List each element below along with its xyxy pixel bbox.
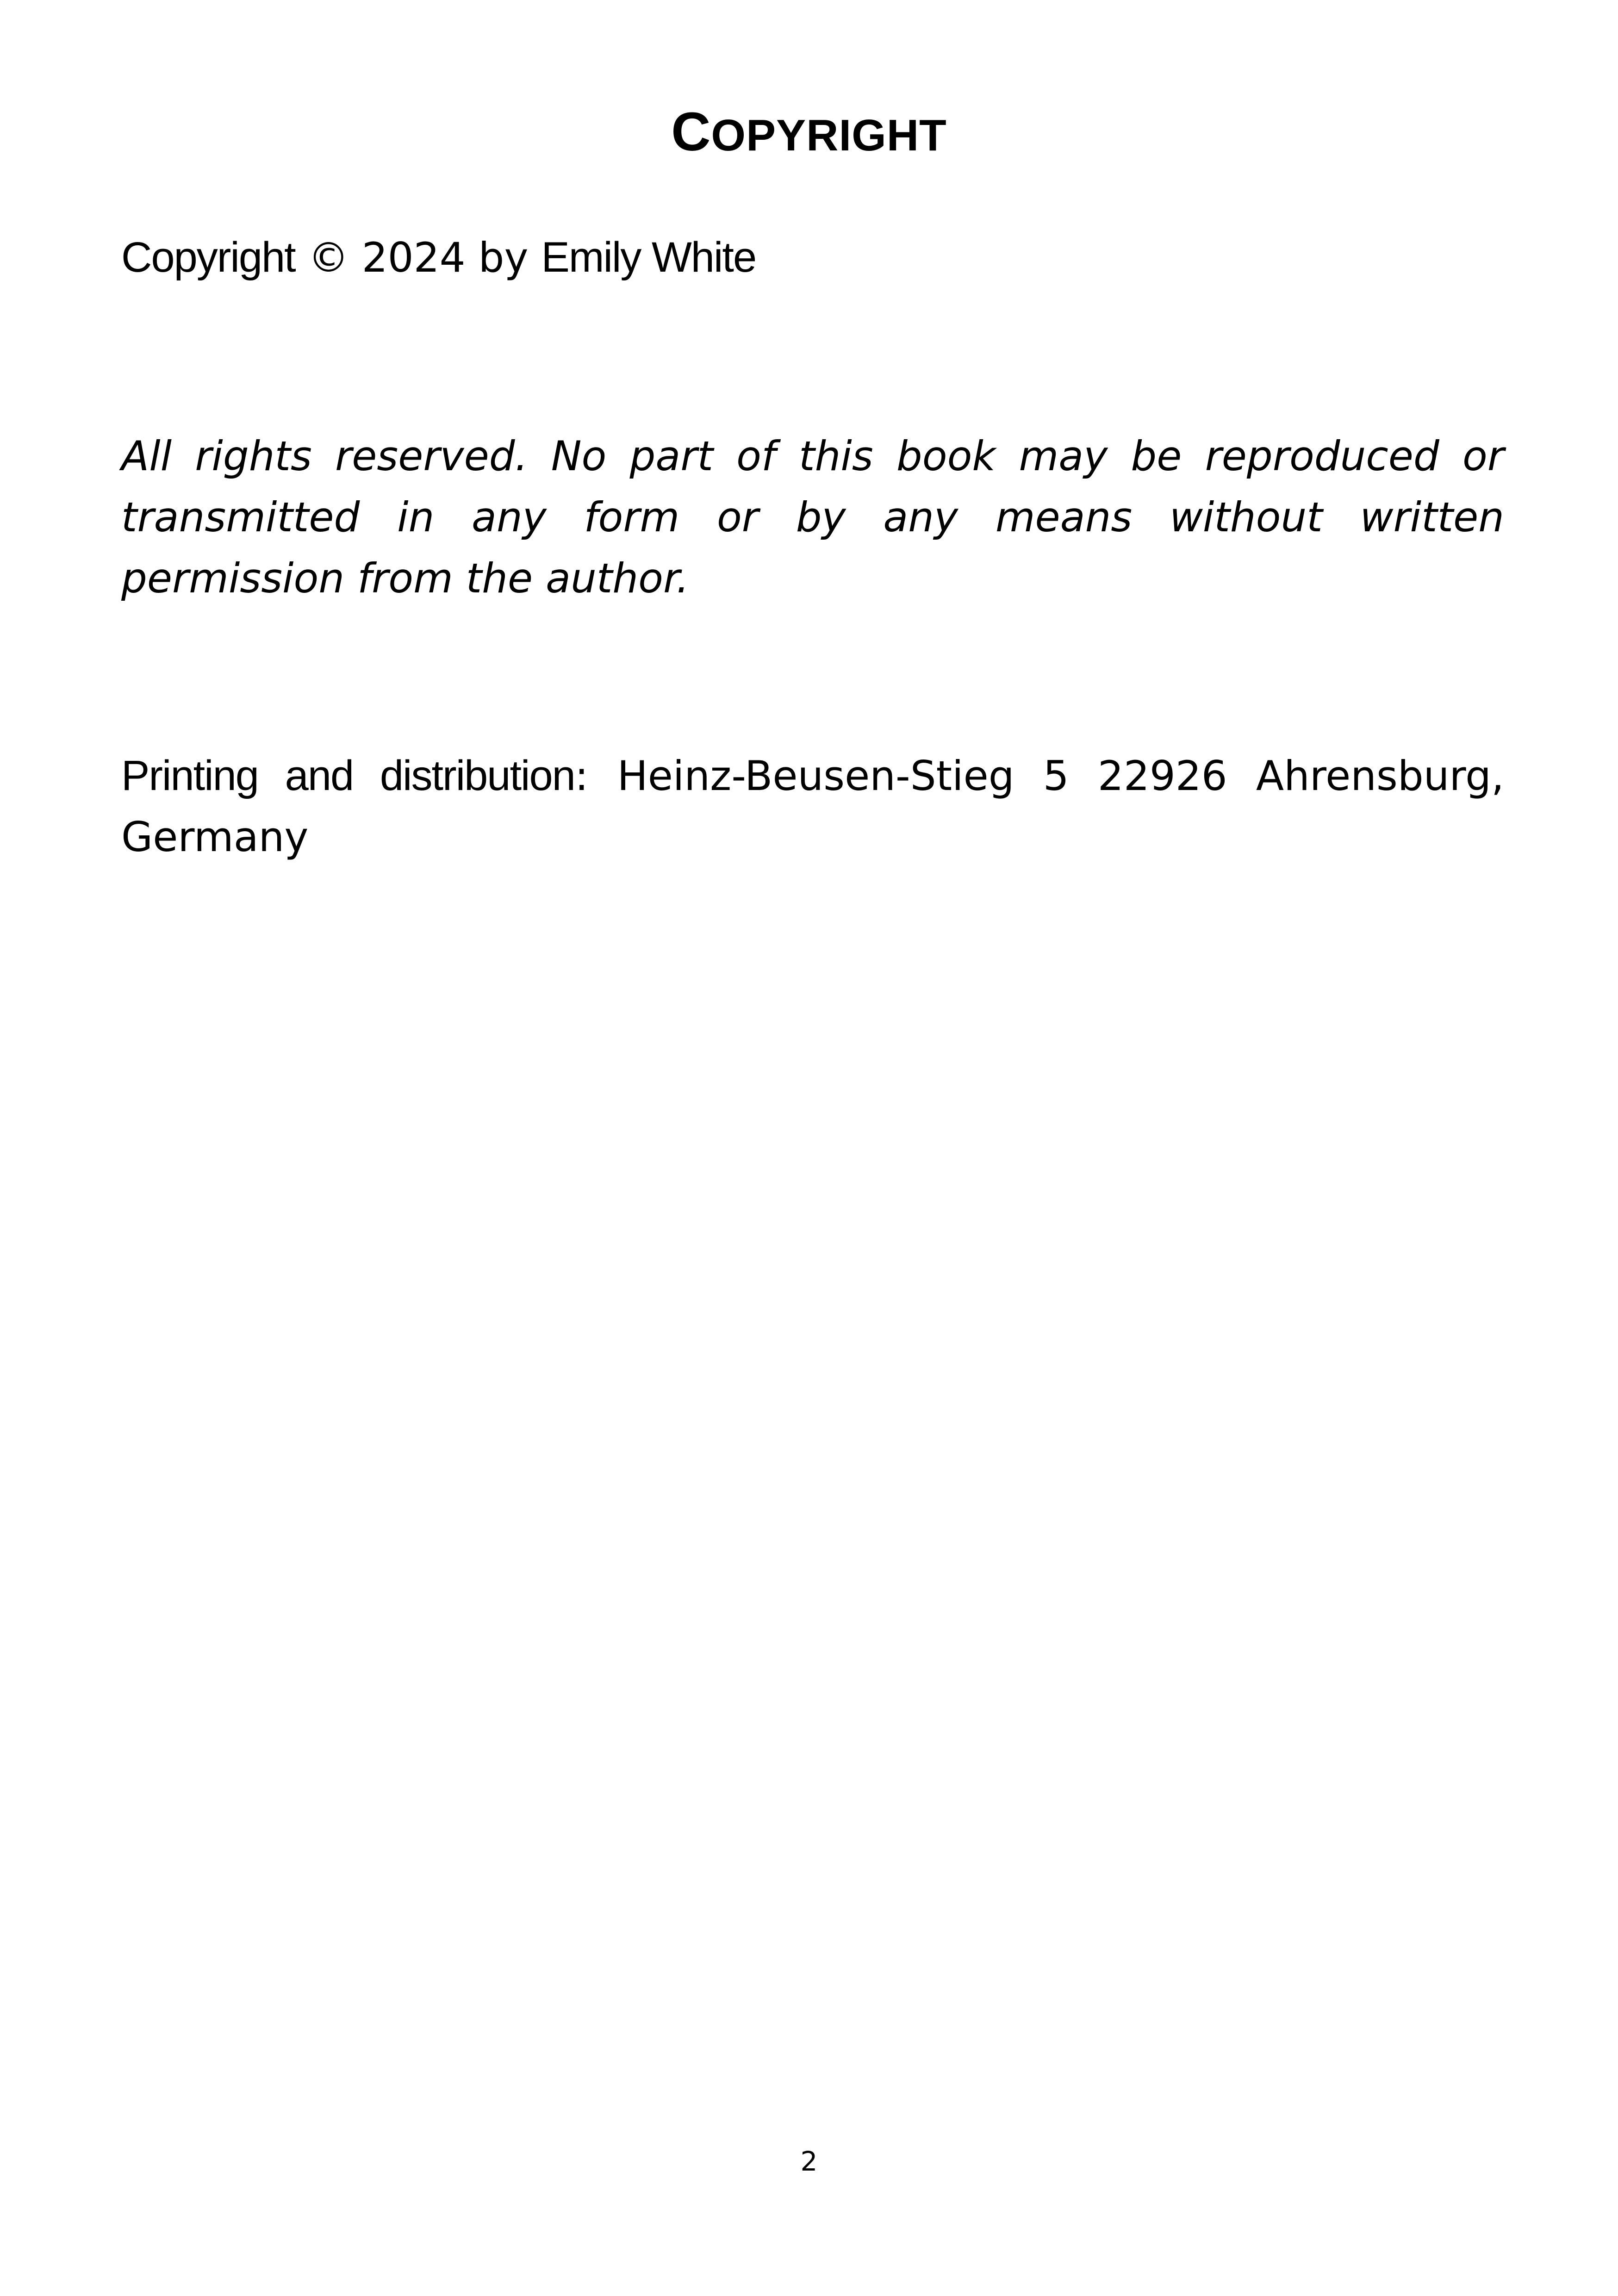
printing-address: Heinz-Beusen-Stieg 5 22926 Ahrensburg, Germany xyxy=(121,752,1504,861)
author-name: Emily White xyxy=(541,234,756,281)
printing-paragraph xyxy=(121,745,1504,868)
page-number: 2 xyxy=(800,2146,818,2177)
page-title-initial: C xyxy=(671,101,711,162)
printing-separator: : xyxy=(574,752,617,800)
copyright-label: Copyright xyxy=(121,234,295,281)
copyright-line xyxy=(121,227,1504,288)
printing-label: Printing and distribution xyxy=(121,752,575,799)
copyright-year: © 2024 by xyxy=(295,234,541,281)
rights-paragraph: All rights reserved. No part of this book may be reproduced or transmitted in any form or by any means without written permission from the author. xyxy=(121,432,1504,602)
page-title-rest: OPYRIGHT xyxy=(711,111,947,160)
page-title xyxy=(0,95,1618,173)
